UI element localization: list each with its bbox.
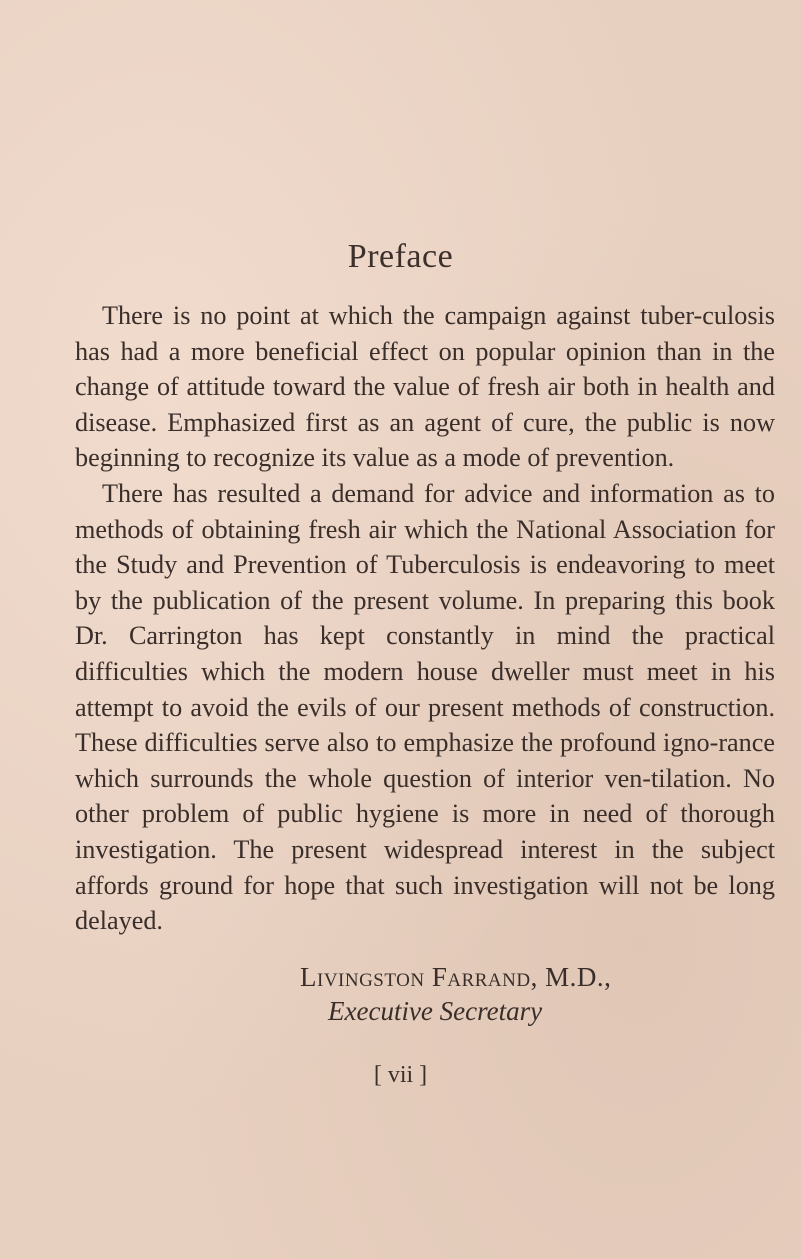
paragraph-2: There has resulted a demand for advice and information as to methods of obtaining fresh air which the National Association for the Study and Prevention of Tuberculosis is endeavoring to meet by the publication of the present volume. In preparing this book Dr. Carrington has kept constantly in mind the practical difficulties which the modern house dweller must meet in his attempt to avoid the evils of our present methods of construction. These difficulties serve also to emphasize the profound igno-rance which surrounds the whole question of interior ven-tilation. No other problem of public hygiene is more in need of thorough investigation. The present widespread interest in the subject affords ground for hope that such investigation will not be long delayed. bbox=[75, 478, 775, 936]
paragraph-1: There is no point at which the campaign against tuber-culosis has had a more beneficial effect on popular opinion than in the change of attitude toward the value of fresh air both in health and disease. Emphasized first as an agent of cure, the public is now beginning to recognize its value as a mode of prevention. bbox=[75, 301, 775, 473]
signature-name: Livingston Farrand, M.D., bbox=[300, 962, 612, 992]
signature-role: Executive Secretary bbox=[328, 996, 543, 1026]
page-title: Preface bbox=[347, 238, 454, 275]
page-number: [ vii ] bbox=[373, 1062, 428, 1088]
signature-block bbox=[300, 960, 770, 1028]
preface-body bbox=[75, 298, 775, 939]
